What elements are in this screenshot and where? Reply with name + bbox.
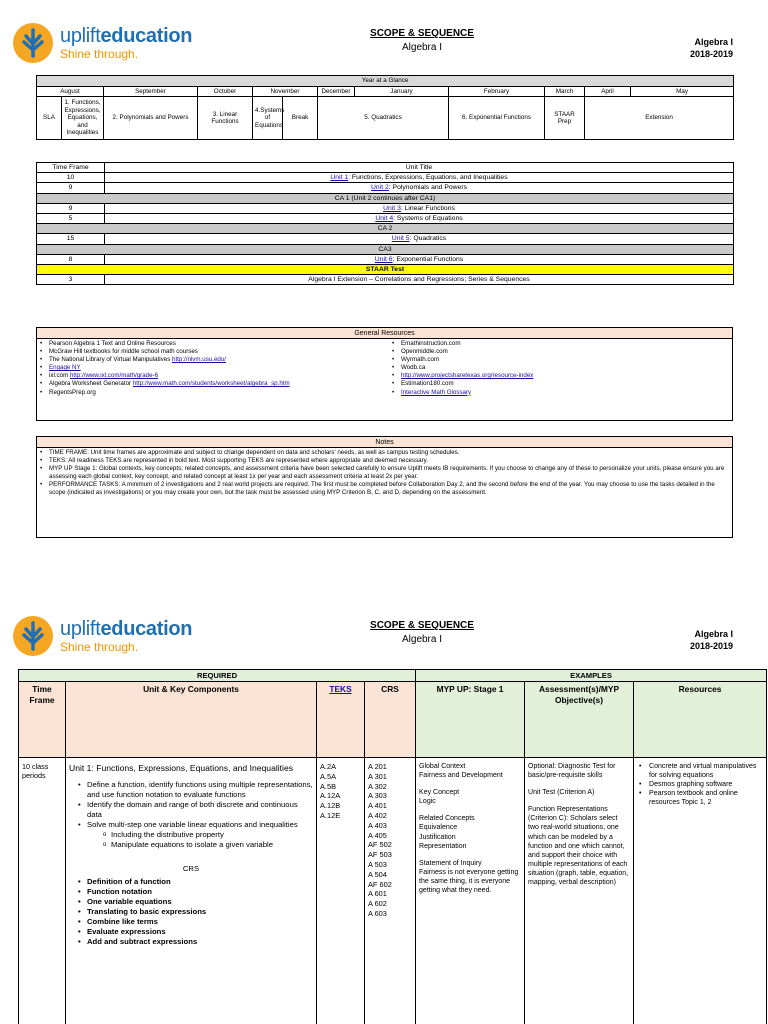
tree-hand-icon xyxy=(12,22,54,64)
col-unit: Unit & Key Components xyxy=(66,682,317,758)
resource-item xyxy=(40,389,392,397)
unit-link[interactable]: Unit 1 xyxy=(330,174,349,182)
unit-row xyxy=(37,203,734,213)
crs-bullet: • Function notation xyxy=(69,887,313,897)
related-concepts-list xyxy=(419,823,521,850)
unit-title-cell xyxy=(105,173,734,183)
general-resources-box xyxy=(36,327,733,421)
resource-text: Openmiddle.com xyxy=(401,348,448,356)
uplift-logo xyxy=(12,22,192,64)
resource-item xyxy=(392,348,722,356)
yag-unit: 5. Quadratics xyxy=(318,97,449,140)
unit-title-cell xyxy=(105,275,734,285)
crs-code: A 403 xyxy=(368,820,387,830)
brand-name-2: education xyxy=(100,618,193,640)
col-unit-title: Unit Title xyxy=(105,163,734,173)
resource-item xyxy=(40,364,392,372)
unit-detail-table xyxy=(18,669,767,1024)
teks-code: A.12E xyxy=(320,810,341,820)
unit-days: 15 xyxy=(37,234,105,244)
teks-code: A.12B xyxy=(320,801,341,811)
doc-title-page2 xyxy=(322,620,522,645)
unit-days: 10 xyxy=(37,173,105,183)
crs-code: A 601 xyxy=(368,889,387,899)
unit-bullets xyxy=(69,780,313,830)
notes-box xyxy=(36,436,733,538)
global-context-value: Fairness and Development xyxy=(419,772,503,780)
resource-link[interactable]: Engage NY xyxy=(49,364,81,372)
resource-item xyxy=(392,389,722,397)
unit-days: 3 xyxy=(37,275,105,285)
unit-title-text: : Functions, Expressions, Equations, and Inequalities xyxy=(348,174,508,182)
resource-text: RegentsPrep.org xyxy=(49,388,96,396)
assessment-row xyxy=(37,224,734,234)
yag-month: April xyxy=(585,86,631,97)
teks-code: A.2A xyxy=(320,762,337,771)
course-year-page2 xyxy=(690,628,733,652)
unit-title-text: : Systems of Equations xyxy=(393,215,463,223)
yag-unit: SLA xyxy=(37,97,62,140)
resource-text: Algebra Worksheet Generator xyxy=(49,380,133,388)
brand-name-1: uplift xyxy=(60,618,101,640)
col-assessment: Assessment(s)/MYP Objective(s) xyxy=(525,682,634,758)
yag-month: March xyxy=(545,86,585,97)
crs-bullets xyxy=(69,877,313,947)
unit-timeframe: 10 class periods xyxy=(19,758,66,1024)
yag-unit: 3. Linear Functions xyxy=(198,97,253,140)
crs-code: A 402 xyxy=(368,810,387,820)
crs-code: A 504 xyxy=(368,869,387,879)
resource-text: Wyrmath.com xyxy=(401,356,440,364)
unit-title-cell xyxy=(105,254,734,264)
resource-item xyxy=(392,340,722,348)
resource-item xyxy=(392,364,722,372)
note-item: • TEKS: All readiness TEKS are represented in bold text. Most supporting TEKS are represented where appropriate and deemed necessary. xyxy=(40,457,729,465)
crs-code: A 405 xyxy=(368,830,387,840)
unit-link[interactable]: Unit 3 xyxy=(383,204,401,212)
yag-month: September xyxy=(104,86,198,97)
yag-month: August xyxy=(37,86,104,97)
crs-code: A 603 xyxy=(368,908,387,918)
assessment-unit-test: Unit Test (Criterion A) xyxy=(528,789,595,797)
yag-unit: Break xyxy=(283,97,318,140)
unit-title-text: : Linear Functions xyxy=(400,204,455,212)
brand-name-2: education xyxy=(100,25,193,47)
col-time-frame: Time Frame xyxy=(37,163,105,173)
related-concepts-label: Related Concepts xyxy=(419,815,475,823)
resource-link[interactable]: Interactive Math Glossary xyxy=(401,388,472,396)
unit-title-text: : Quadratics xyxy=(409,235,447,243)
course-year xyxy=(690,36,733,60)
resource-text: Emathinstruction.com xyxy=(401,340,461,347)
note-item: • MYP UP Stage 1: Global contexts, key concepts, related concepts, and assessment criteria have been selected carefully to ensure Uplift meets IB requirements. If you choose to change any of these to personalize your units, please ensure you are assessing each global context, key concept, and related concept at least 1x per year and each assessment criteria at least 2x per year. xyxy=(40,465,729,481)
resource-text: Pearson Algebra 1 Text and Online Resources xyxy=(49,340,176,347)
resource-item xyxy=(40,340,392,348)
yag-month: February xyxy=(449,86,545,97)
notes-list xyxy=(37,448,732,499)
school-year: 2018-2019 xyxy=(689,641,733,652)
resource-link[interactable]: http://www.math.com/students/worksheet/algebra_sp.htm xyxy=(132,380,290,388)
yag-months-row xyxy=(37,86,734,97)
unit-title: Unit 1: Functions, Expressions, Equations, and Inequalities xyxy=(69,763,294,773)
assessment-diagnostic: Optional: Diagnostic Test for basic/pre-requisite skills xyxy=(528,763,616,780)
crs-code: A 303 xyxy=(368,791,387,801)
yag-unit: 6. Exponential Functions xyxy=(449,97,545,140)
resource-item xyxy=(392,356,722,364)
crs-code: A 201 xyxy=(368,762,387,771)
yag-unit: 1. Functions, Expressions, Equations, and Inequalities xyxy=(62,97,104,140)
crs-code: A 602 xyxy=(368,899,387,909)
note-item: • TIME FRAME: Unit time frames are approximate and subject to change dependent on data and scholars' needs, as well as campus testing schedules. xyxy=(40,449,729,457)
unit-resource: • Pearson textbook and online resources Topic 1, 2 xyxy=(637,789,763,807)
staar-row xyxy=(37,264,734,274)
crs-heading: CRS xyxy=(182,864,200,873)
unit-days: 9 xyxy=(37,183,105,193)
unit-title-cell xyxy=(105,183,734,193)
crs-codes xyxy=(365,758,416,1024)
crs-code: AF 503 xyxy=(368,850,392,860)
assessment-function-representations: Function Representations (Criterion C): Scholars select two real-world situations, one which can be modeled by a function and one which cannot, and support their choice with multiple representations of each situation (graph, table, equation, mapping, verbal description) xyxy=(528,806,629,887)
assessment-label: CA 2 xyxy=(37,224,734,234)
year-at-a-glance-table xyxy=(36,75,734,140)
resource-item xyxy=(40,348,392,356)
scope-title: SCOPE & SEQUENCE xyxy=(370,28,474,39)
resource-link[interactable]: http://www.ixl.com/math/grade-6 xyxy=(69,372,159,380)
yag-month: January xyxy=(355,86,449,97)
brand-tagline: Shine through. xyxy=(60,47,139,61)
resource-text: ixl.com xyxy=(49,372,70,380)
unit-bullet: • Solve multi-step one variable linear equations and inequalities xyxy=(69,820,313,830)
unit-resources-list xyxy=(637,762,763,807)
uplift-logo-page2 xyxy=(12,615,192,657)
unit-row xyxy=(37,183,734,193)
unit-title-text: : Exponential Functions xyxy=(392,255,464,263)
scope-subtitle: Algebra I xyxy=(401,634,443,645)
scope-title: SCOPE & SEQUENCE xyxy=(370,620,474,631)
staar-label: STAAR Test xyxy=(37,264,734,274)
crs-code: A 503 xyxy=(368,859,387,869)
crs-code: A 301 xyxy=(368,771,387,781)
resource-item xyxy=(392,380,722,388)
unit-title-cell xyxy=(105,234,734,244)
resource-text: McGraw Hill textbooks for middle school math courses xyxy=(49,348,198,356)
general-resources-title: General Resources xyxy=(37,328,732,339)
unit-row xyxy=(37,213,734,223)
resources-right-list xyxy=(392,340,722,397)
related-concept: Representation xyxy=(419,842,467,850)
related-concept: Equivalence xyxy=(419,824,458,832)
col-timeframe: Time Frame xyxy=(19,682,66,758)
crs-code: AF 502 xyxy=(368,840,392,850)
teks-codes xyxy=(317,758,365,1024)
unit-resource: • Desmos graphing software xyxy=(637,780,763,789)
yag-month: December xyxy=(318,86,355,97)
resource-link[interactable]: http://nlvm.usu.edu/ xyxy=(172,356,227,364)
unit-row xyxy=(37,234,734,244)
col-myp: MYP UP: Stage 1 xyxy=(416,682,525,758)
unit-bullet: • Identify the domain and range of both discrete and continuous data xyxy=(69,800,313,820)
crs-bullet: • Evaluate expressions xyxy=(69,927,313,937)
assessment-row xyxy=(37,244,734,254)
resource-link[interactable]: http://www.projectsharetexas.org/resource-index xyxy=(401,372,534,380)
yag-unit: 2. Polynomials and Powers xyxy=(104,97,198,140)
statement-of-inquiry-value: Fairness is not everyone getting the same thing, it is everyone getting what they need. xyxy=(419,868,519,895)
resource-item xyxy=(40,372,392,380)
crs-bullet: • Add and subtract expressions xyxy=(69,937,313,947)
crs-code: A 401 xyxy=(368,801,387,811)
yag-unit: 4.Systems of Equations xyxy=(253,97,283,140)
assessment-label: CA3 xyxy=(37,244,734,254)
teks-code: A.5B xyxy=(320,781,337,791)
unit-title-text: : Polynomials and Powers xyxy=(388,184,467,192)
resource-item xyxy=(40,380,392,388)
required-band: REQUIRED xyxy=(19,670,416,682)
crs-bullet: • Translating to basic expressions xyxy=(69,907,313,917)
unit-sub-bullets xyxy=(69,830,313,850)
crs-bullet: • Combine like terms xyxy=(69,917,313,927)
unit-bullet: • Define a function, identify functions using multiple representations, and use function notation to evaluate functions xyxy=(69,780,313,800)
yag-title: Year at a Glance xyxy=(37,76,734,87)
unit-timeframe-table xyxy=(36,162,734,285)
resource-text: Wodb.ca xyxy=(401,364,426,372)
unit-sub-bullet: o Manipulate equations to isolate a given variable xyxy=(69,840,313,850)
scope-subtitle: Algebra I xyxy=(401,42,443,53)
unit-days: 5 xyxy=(37,213,105,223)
yag-units-row xyxy=(37,97,734,140)
unit-resource: • Concrete and virtual manipulatives for solving equations xyxy=(637,762,763,780)
tree-hand-icon xyxy=(12,615,54,657)
crs-bullet: • Definition of a function xyxy=(69,877,313,887)
yag-unit: STAAR Prep xyxy=(545,97,585,140)
col-resources: Resources xyxy=(634,682,767,758)
global-context-label: Global Context xyxy=(419,763,466,770)
crs-code: A 302 xyxy=(368,781,387,791)
examples-band: EXAMPLES xyxy=(416,670,767,682)
unit-link[interactable]: Unit 6 xyxy=(374,255,393,263)
assessment-row xyxy=(37,193,734,203)
teks-code: A.5A xyxy=(320,771,337,781)
unit-link[interactable]: Unit 2 xyxy=(371,184,389,192)
related-concept: Justification xyxy=(419,833,456,841)
timeframe-header-row xyxy=(37,163,734,173)
brand-name-1: uplift xyxy=(60,25,101,47)
note-item: • PERFORMANCE TASKS: A minimum of 2 investigations and 2 real world projects are required. The first must be completed before Collaboration Day 2, and the second before the end of the year. You may choose to use the tasks detailed in the scope (indicated as investigations) or you may create your own, but the task must be assessed using MYP Criterion B, C, and D, depending on the assessment. xyxy=(40,481,729,497)
unit-row xyxy=(37,275,734,285)
col-crs: CRS xyxy=(365,682,416,758)
teks-link[interactable]: TEKS xyxy=(329,684,352,694)
unit-days: 8 xyxy=(37,254,105,264)
statement-of-inquiry-label: Statement of Inquiry xyxy=(419,859,482,867)
unit-row xyxy=(37,254,734,264)
resource-text: Estimation180.com xyxy=(401,380,454,388)
assessment-label: CA 1 (Unit 2 continues after CA1) xyxy=(37,193,734,203)
teks-code: A.12A xyxy=(320,791,341,801)
key-concept-label: Key Concept xyxy=(419,789,460,797)
yag-unit: Extension xyxy=(585,97,734,140)
brand-tagline: Shine through. xyxy=(60,640,139,654)
unit-title-cell xyxy=(105,203,734,213)
unit-row xyxy=(37,173,734,183)
course-name: Algebra I xyxy=(694,629,733,639)
unit-sub-bullet: o Including the distributive property xyxy=(69,830,313,840)
unit-link[interactable]: Unit 5 xyxy=(391,235,410,243)
yag-month: May xyxy=(631,86,734,97)
unit-days: 9 xyxy=(37,203,105,213)
unit-title-cell xyxy=(105,213,734,223)
course-name: Algebra I xyxy=(694,37,733,47)
crs-bullet: • One variable equations xyxy=(69,897,313,907)
resource-item xyxy=(392,372,722,380)
crs-code: AF 602 xyxy=(368,879,392,889)
yag-month: October xyxy=(198,86,253,97)
resources-left-list xyxy=(40,340,392,397)
resource-text: The National Library of Virtual Manipulatives xyxy=(49,356,173,364)
unit-link[interactable]: Unit 4 xyxy=(375,215,394,223)
key-concept-value: Logic xyxy=(419,798,436,806)
unit-title-text: Algebra I Extension – Correlations and Regressions; Series & Sequences xyxy=(308,276,530,284)
yag-month: November xyxy=(253,86,318,97)
resource-item xyxy=(40,356,392,364)
school-year: 2018-2019 xyxy=(689,49,733,60)
notes-title: Notes xyxy=(37,437,732,448)
doc-title xyxy=(322,28,522,53)
